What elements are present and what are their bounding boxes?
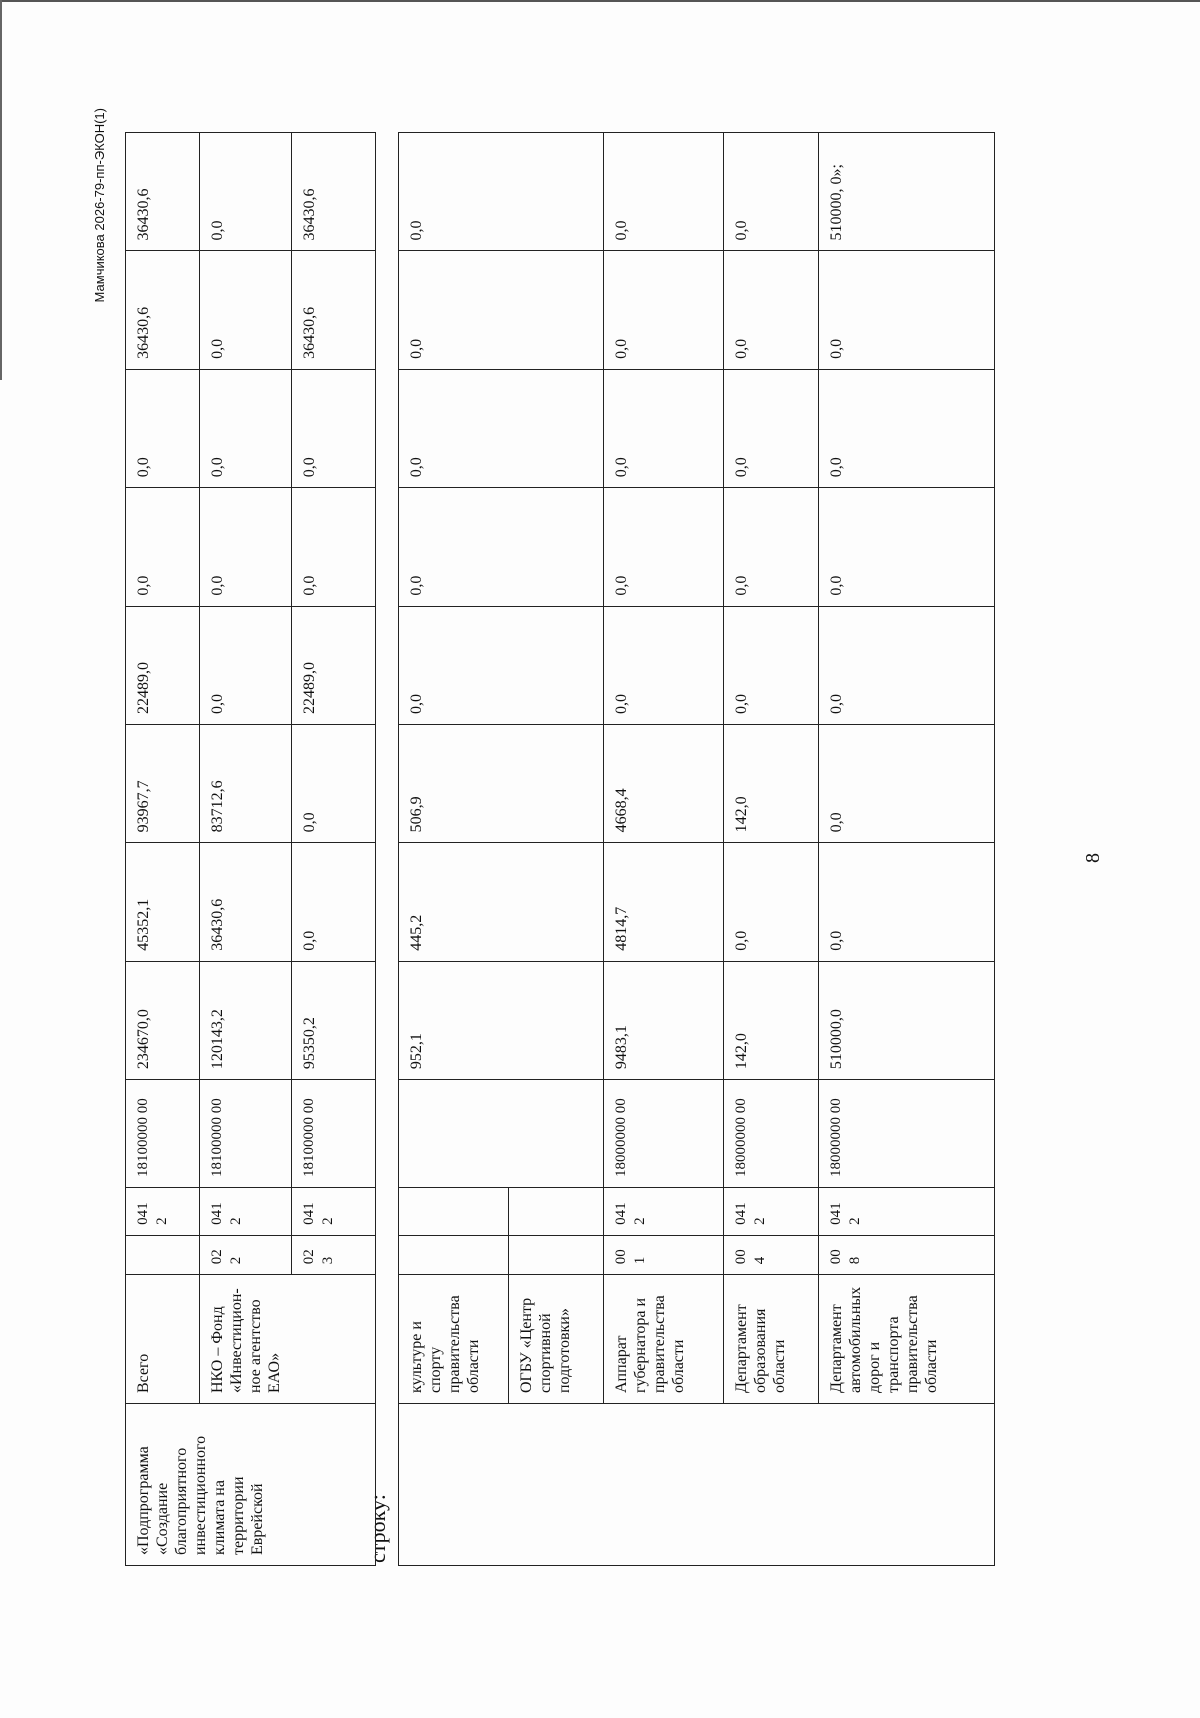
cell-value: 36430,6 [200, 843, 292, 961]
cell-program [399, 1404, 995, 1566]
cell-value: 0,0 [292, 369, 376, 487]
cell-value: 0,0 [126, 488, 200, 606]
table-row [819, 133, 995, 1566]
cell-value: 0,0 [200, 369, 292, 487]
cell-value: 0,0 [200, 133, 292, 251]
cell-code-1 [399, 1235, 509, 1274]
cell-code-2 [509, 1188, 604, 1236]
cell-code-1: 02 3 [292, 1235, 376, 1274]
cell-value: 0,0 [200, 488, 292, 606]
cell-value: 0,0 [399, 488, 604, 606]
cell-performer: Департамент автомобильных дорог и транспорта правительства области [819, 1275, 995, 1404]
cell-value: 95350,2 [292, 961, 376, 1079]
cell-code-3: 18100000 00 [126, 1080, 200, 1188]
cell-value: 506,9 [399, 724, 604, 842]
cell-code-2: 041 2 [819, 1188, 995, 1236]
table-top [398, 132, 995, 1566]
cell-code-1: 00 8 [819, 1235, 995, 1274]
cell-value: 0,0 [819, 606, 995, 724]
cell-value: 0,0 [724, 369, 819, 487]
cell-code-2: 041 2 [126, 1188, 200, 1236]
cell-code-1: 00 1 [604, 1235, 724, 1274]
cell-program-name: «Подпрограмма «Создание благоприятного инвестиционного климата на территории Еврейской [126, 1404, 376, 1566]
cell-value: 0,0 [819, 843, 995, 961]
cell-code-2: 041 2 [292, 1188, 376, 1236]
cell-value: 0,0 [604, 488, 724, 606]
cell-value: 0,0 [292, 488, 376, 606]
cell-performer: Департамент образования области [724, 1275, 819, 1404]
cell-value: 36430,6 [126, 251, 200, 369]
cell-value: 4668,4 [604, 724, 724, 842]
cell-code-1 [126, 1235, 200, 1274]
cell-value: 0,0 [724, 251, 819, 369]
cell-value: 0,0 [819, 369, 995, 487]
cell-value: 142,0 [724, 724, 819, 842]
cell-value: 0,0 [604, 606, 724, 724]
cell-value: 9483,1 [604, 961, 724, 1079]
cell-value: 142,0 [724, 961, 819, 1079]
cell-code-3 [399, 1080, 604, 1188]
cell-value: 234670,0 [126, 961, 200, 1079]
cell-value: 0,0 [724, 488, 819, 606]
cell-value: 36430,6 [292, 251, 376, 369]
cell-value: 0,0 [292, 843, 376, 961]
footer-note: Мамчикова 2026-79-пп-ЭКОН(1) [92, 108, 107, 303]
table-row [200, 133, 292, 1566]
cell-value: 0,0 [724, 606, 819, 724]
cell-performer: НКО – Фонд «Инвестицион-ное агентство ЕАО» [200, 1275, 376, 1404]
cell-code-2: 041 2 [724, 1188, 819, 1236]
cell-code-3: 18000000 00 [604, 1080, 724, 1188]
cell-code-3: 18000000 00 [819, 1080, 995, 1188]
cell-value: 36430,6 [126, 133, 200, 251]
cell-value: 22489,0 [292, 606, 376, 724]
table-row [399, 133, 509, 1566]
cell-value: 0,0 [819, 251, 995, 369]
cell-value: 22489,0 [126, 606, 200, 724]
cell-value: 45352,1 [126, 843, 200, 961]
cell-value: 93967,7 [126, 724, 200, 842]
table-row [724, 133, 819, 1566]
cell-value: 0,0 [819, 724, 995, 842]
cell-code-2: 041 2 [200, 1188, 292, 1236]
section-label: строку: [365, 1494, 390, 1563]
cell-value: 0,0 [724, 133, 819, 251]
cell-code-3: 18100000 00 [200, 1080, 292, 1188]
cell-performer: Аппарат губернатора и правительства области [604, 1275, 724, 1404]
cell-value: 0,0 [819, 488, 995, 606]
cell-code-3: 18000000 00 [724, 1080, 819, 1188]
cell-value: 0,0 [292, 724, 376, 842]
cell-value: 0,0 [399, 133, 604, 251]
cell-code-2 [399, 1188, 509, 1236]
cell-value: 0,0 [399, 606, 604, 724]
cell-code-1: 00 4 [724, 1235, 819, 1274]
cell-value: 0,0 [604, 369, 724, 487]
cell-code-2: 041 2 [604, 1188, 724, 1236]
cell-value: 0,0 [126, 369, 200, 487]
cell-value: 120143,2 [200, 961, 292, 1079]
cell-value: 83712,6 [200, 724, 292, 842]
cell-code-1 [509, 1235, 604, 1274]
cell-code-1: 02 2 [200, 1235, 292, 1274]
cell-value: 0,0 [604, 251, 724, 369]
cell-value: 510000, 0»; [819, 133, 995, 251]
cell-value: 0,0 [399, 369, 604, 487]
cell-value: 4814,7 [604, 843, 724, 961]
cell-value: 445,2 [399, 843, 604, 961]
cell-value: 952,1 [399, 961, 604, 1079]
cell-performer: культуре и спорту правительства области [399, 1275, 509, 1404]
table-bottom [125, 132, 376, 1566]
cell-performer: Всего [126, 1275, 200, 1404]
cell-value: 510000,0 [819, 961, 995, 1079]
cell-value: 0,0 [724, 843, 819, 961]
table-row [604, 133, 724, 1566]
cell-value: 0,0 [604, 133, 724, 251]
cell-value: 0,0 [200, 251, 292, 369]
cell-value: 0,0 [200, 606, 292, 724]
cell-value: 36430,6 [292, 133, 376, 251]
cell-performer: ОГБУ «Центр спортивной подготовки» [509, 1275, 604, 1404]
cell-value: 0,0 [399, 251, 604, 369]
cell-code-3: 18100000 00 [292, 1080, 376, 1188]
table-row [126, 133, 200, 1566]
page-number: 8 [1082, 853, 1104, 863]
